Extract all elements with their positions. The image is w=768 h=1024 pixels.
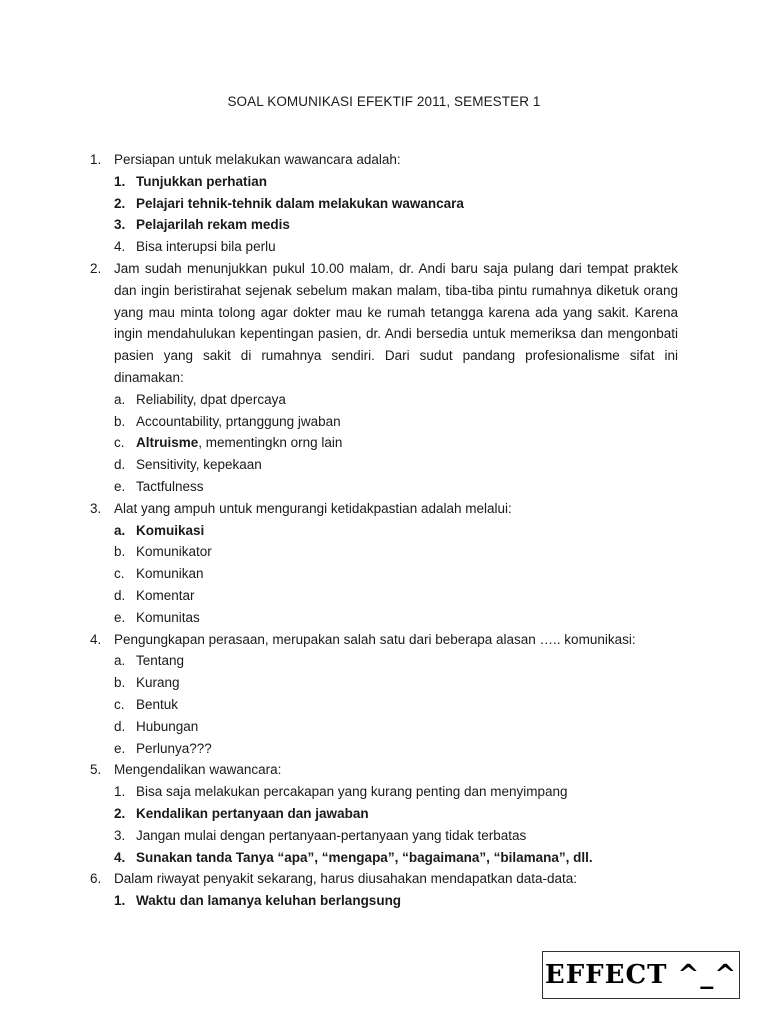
option-text: Reliability, dpat dpercaya (136, 391, 286, 407)
option (90, 694, 678, 716)
option (90, 389, 678, 411)
option (90, 781, 678, 803)
option (90, 825, 678, 847)
option-text: Sunakan tanda Tanya “apa”, “mengapa”, “bagaimana”, “bilamana”, dll. (136, 849, 593, 865)
option (90, 585, 678, 607)
option-text: Perlunya??? (136, 740, 212, 756)
option-label: e. (114, 478, 126, 494)
effect-stamp: EFFECT ^_^ (542, 951, 740, 999)
question-4 (90, 629, 678, 651)
option-label: 2. (114, 805, 126, 821)
question-2 (90, 258, 678, 389)
option (90, 890, 678, 912)
page-title: SOAL KOMUNIKASI EFEKTIF 2011, SEMESTER 1 (227, 94, 541, 109)
question-number: 2. (90, 260, 102, 276)
option (90, 541, 678, 563)
option (90, 607, 678, 629)
option-label: 4. (114, 239, 126, 255)
option-text: Sensitivity, kepekaan (136, 457, 262, 473)
option-label: d. (114, 457, 126, 473)
option-text: Accountability, prtanggung jwaban (136, 413, 341, 429)
option-label: d. (114, 718, 126, 734)
question-number: 4. (90, 631, 102, 647)
option-text-bold: Altruisme (136, 435, 199, 451)
option-text: Komunikator (136, 544, 212, 560)
option-text: Komuikasi (136, 522, 205, 538)
option-label: 1. (114, 784, 126, 800)
option-label: 1. (114, 893, 126, 909)
option-text: Kurang (136, 675, 180, 691)
question-list (90, 149, 678, 912)
option-label: d. (114, 587, 126, 603)
option-text: Waktu dan lamanya keluhan berlangsung (136, 893, 402, 909)
option-text: Komunikan (136, 566, 204, 582)
option (90, 476, 678, 498)
question-number: 5. (90, 762, 102, 778)
option-label: b. (114, 675, 126, 691)
option-text: Komunitas (136, 609, 200, 625)
option-label: c. (114, 566, 125, 582)
option-label: 4. (114, 849, 126, 865)
option-label: 3. (114, 217, 126, 233)
option-label: e. (114, 609, 126, 625)
option-label: a. (114, 522, 126, 538)
question-5 (90, 759, 678, 781)
option (90, 672, 678, 694)
question-number: 6. (90, 871, 102, 887)
option-label: 3. (114, 827, 126, 843)
option (90, 520, 678, 542)
option (90, 650, 678, 672)
option-label: 2. (114, 195, 126, 211)
option (90, 847, 678, 869)
option-label: c. (114, 696, 125, 712)
option-text: Jangan mulai dengan pertanyaan-pertanyaan yang tidak terbatas (136, 827, 527, 843)
question-number: 1. (90, 152, 102, 167)
question-1 (90, 149, 678, 171)
option (90, 214, 678, 236)
option-label: b. (114, 544, 126, 560)
option-text: , mementingkn orng lain (198, 435, 343, 451)
question-text: Mengendalikan wawancara: (114, 762, 282, 778)
option-text: Komentar (136, 587, 195, 603)
option-text: Kendalikan pertanyaan dan jawaban (136, 805, 369, 821)
option (90, 432, 678, 454)
option (90, 803, 678, 825)
option-text: Bisa saja melakukan percakapan yang kurang penting dan menyimpang (136, 784, 568, 800)
question-number: 3. (90, 500, 102, 516)
question-text: Persiapan untuk melakukan wawancara adalah: (114, 152, 401, 167)
question-text: Pengungkapan perasaan, merupakan salah satu dari beberapa alasan ….. komunikasi: (114, 631, 636, 647)
option-label: 1. (114, 173, 126, 189)
question-text: Alat yang ampuh untuk mengurangi ketidakpastian adalah melalui: (114, 500, 512, 516)
option-text: Tentang (136, 653, 185, 669)
option (90, 236, 678, 258)
option-text: Pelajari tehnik-tehnik dalam melakukan wawancara (136, 195, 464, 211)
option (90, 716, 678, 738)
option-label: a. (114, 653, 126, 669)
option (90, 563, 678, 585)
option-text: Bentuk (136, 696, 179, 712)
option (90, 738, 678, 760)
option (90, 411, 678, 433)
option-label: a. (114, 391, 126, 407)
option-label: b. (114, 413, 126, 429)
question-text: Dalam riwayat penyakit sekarang, harus diusahakan mendapatkan data-data: (114, 871, 578, 887)
question-6 (90, 868, 678, 890)
option-text: Tunjukkan perhatian (136, 173, 268, 189)
option-label: c. (114, 435, 125, 451)
option (90, 171, 678, 193)
option-text: Tactfulness (136, 478, 204, 494)
option (90, 454, 678, 476)
option-text: Pelajarilah rekam medis (136, 217, 290, 233)
option-label: e. (114, 740, 126, 756)
option-text: Bisa interupsi bila perlu (136, 239, 276, 255)
option-text: Hubungan (136, 718, 199, 734)
question-3 (90, 498, 678, 520)
option (90, 193, 678, 215)
question-text: Jam sudah menunjukkan pukul 10.00 malam, dr. Andi baru saja pulang dari tempat praktek dan ingin beristirahat sejenak sebelum makan malam, tiba-tiba pintu rumahnya diketuk orang yang mau minta tolong agar dokter mau ke rumah tetangga karena ada yang sakit. Karena ingin mendahulukan kepentingan pasien, dr. Andi bersedia untuk memeriksa dan mengonbati pasien yang sakit di rumahnya sendiri. Dari sudut pandang profesionalisme sifat ini dinamakan: (114, 260, 678, 385)
